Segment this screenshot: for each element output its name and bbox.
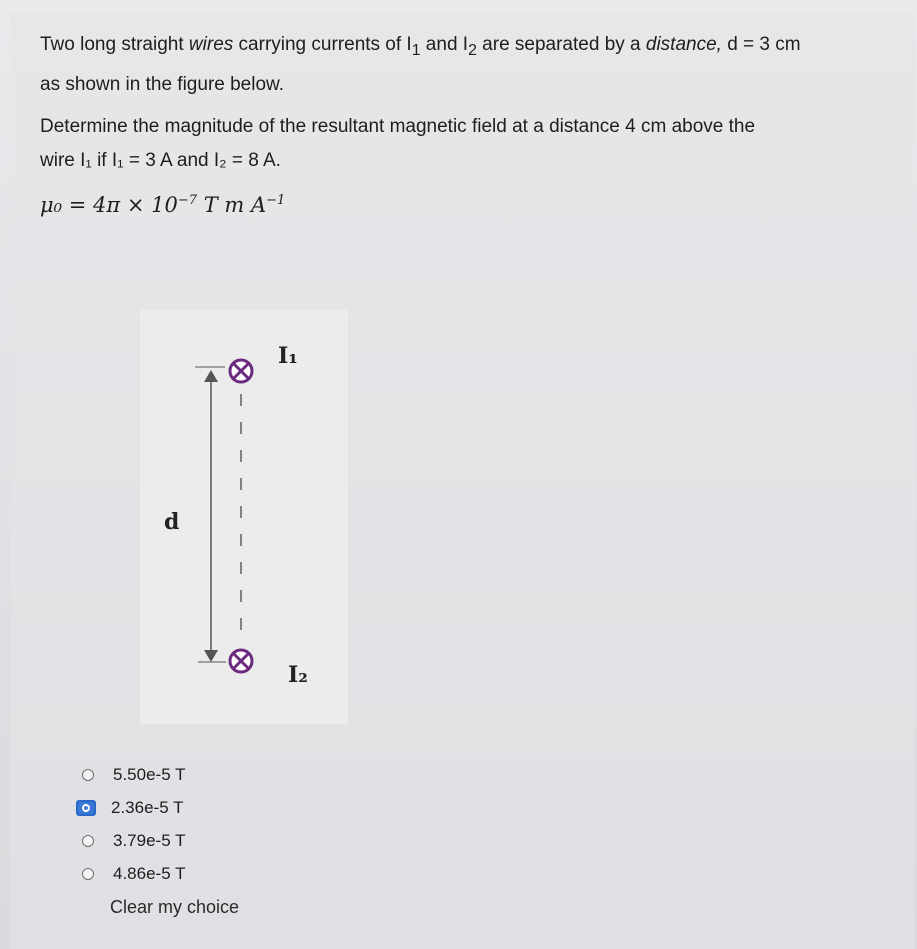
answer-option-label: 2.36e-5 T xyxy=(111,797,184,817)
question-line-4: wire I₁ if I₁ = 3 A and I₂ = 8 A. xyxy=(40,149,281,171)
clear-choice-link[interactable]: Clear my choice xyxy=(110,897,240,917)
mu-exponent: −7 xyxy=(177,192,198,208)
mu-unit: T m A xyxy=(203,192,267,217)
radio-button[interactable] xyxy=(82,868,94,880)
radio-button-selected[interactable] xyxy=(76,800,96,816)
label-i2: I₂ xyxy=(288,662,308,688)
label-i1: I₁ xyxy=(278,343,298,369)
question-text-part: Two long straight xyxy=(40,34,189,55)
label-d: d xyxy=(164,509,180,535)
question-text-wires: wires xyxy=(188,34,234,55)
wire-diagram xyxy=(140,310,348,724)
answer-options xyxy=(72,758,185,890)
answer-option[interactable] xyxy=(72,758,185,791)
subscript-2: 2 xyxy=(468,41,477,59)
answer-option[interactable] xyxy=(72,857,185,890)
radio-button[interactable] xyxy=(82,769,94,781)
permeability-constant xyxy=(40,184,900,222)
subscript-1: 1 xyxy=(411,41,421,59)
question-line-2: as shown in the figure below. xyxy=(40,73,284,95)
question-line-3: Determine the magnitude of the resultant magnetic field at a distance 4 cm above the xyxy=(40,115,756,137)
question-text-part: are separated by a xyxy=(476,34,646,55)
current-into-page-icon-bottom xyxy=(230,650,252,672)
question-text-part: d = 3 cm xyxy=(721,34,801,55)
arrow-head-down xyxy=(204,650,218,662)
mu-base: μ₀ = 4π × 10 xyxy=(40,192,178,217)
question-text-part: and I xyxy=(420,34,469,55)
answer-option-label: 4.86e-5 T xyxy=(113,863,186,883)
question-line-1 xyxy=(40,28,900,68)
current-into-page-icon-top xyxy=(230,360,252,382)
answer-option-selected[interactable] xyxy=(72,791,185,824)
wire-figure xyxy=(140,310,348,724)
answer-option[interactable] xyxy=(72,824,185,857)
question-text-part: carrying currents of I xyxy=(233,34,412,55)
question-text-distance: distance, xyxy=(645,34,722,55)
answer-option-label: 5.50e-5 T xyxy=(113,764,186,784)
radio-button[interactable] xyxy=(82,835,94,847)
arrow-head-up xyxy=(204,370,218,382)
mu-unit-exponent: −1 xyxy=(266,192,286,208)
answer-option-label: 3.79e-5 T xyxy=(113,830,186,850)
question-text xyxy=(40,28,900,222)
